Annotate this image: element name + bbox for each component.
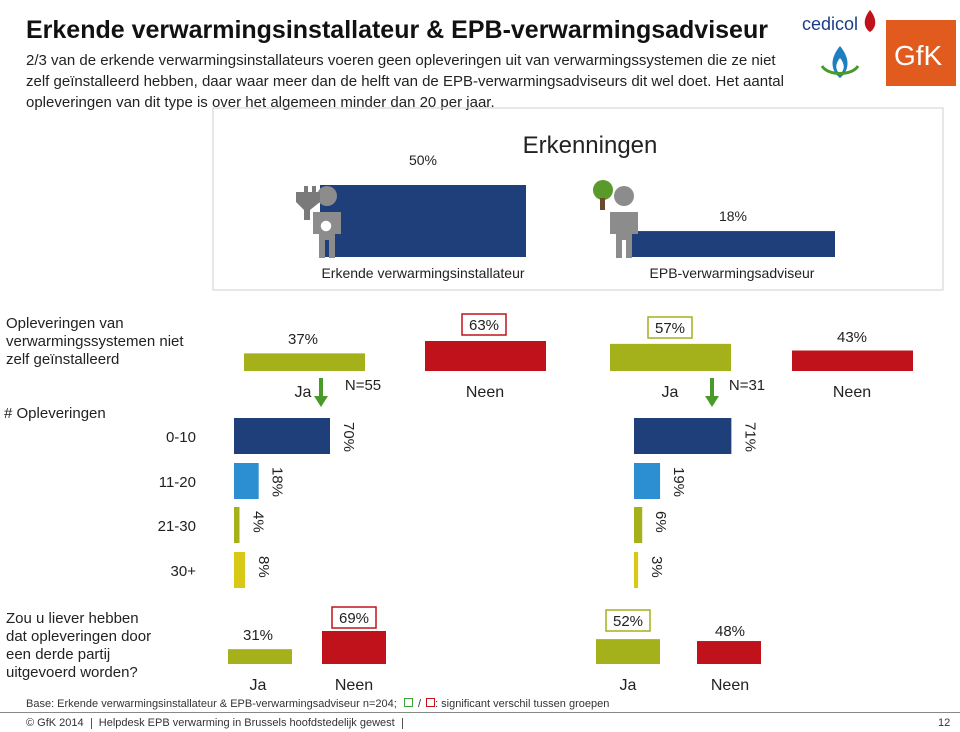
oplevering-neen-value: 63% — [468, 317, 500, 334]
aantal-bar — [634, 418, 731, 454]
oplevering-ja-label: Ja — [661, 384, 679, 401]
aantal-bar — [234, 463, 259, 499]
page-title: Erkende verwarmingsinstallateur & EPB-verwarmingsadviseur — [26, 16, 768, 44]
row-label-derde-partij: Zou u liever hebben — [6, 610, 139, 627]
aantal-value-label: 3% — [648, 556, 666, 578]
footer-bar — [402, 718, 403, 729]
oplevering-ja-label: Ja — [294, 384, 312, 401]
row-label-opleveringen: verwarmingssystemen niet — [6, 333, 184, 350]
oplevering-neen-bar — [792, 351, 913, 371]
derde-partij-neen-label: Neen — [710, 677, 750, 694]
gfk-logo — [886, 20, 956, 86]
aantal-category-label: 11-20 — [158, 474, 196, 491]
aantal-value-label: 70% — [340, 422, 357, 453]
oplevering-ja-value: 57% — [654, 320, 686, 337]
aantal-value-label: 6% — [652, 511, 670, 533]
sig-up-box — [404, 698, 413, 707]
adviser-person-icon-head — [614, 186, 634, 206]
cedicol-logo — [800, 6, 880, 86]
aantal-value-label: 4% — [249, 511, 267, 533]
footnote-sig: : significant verschil tussen groepen — [435, 698, 610, 710]
erkenning-bar — [629, 231, 835, 257]
footer-divider — [0, 712, 960, 713]
oplevering-neen-label: Neen — [465, 384, 505, 401]
erkenning-bar — [320, 185, 526, 257]
erkenning-category-label: Erkende verwarmingsinstallateur — [321, 265, 525, 281]
row-label-aantal: # Opleveringen — [4, 405, 106, 422]
aantal-value-label: 8% — [254, 556, 272, 578]
aantal-bar — [634, 507, 642, 543]
oplevering-ja-value: 37% — [287, 331, 319, 348]
page-subtitle: 2/3 van de erkende verwarmingsinstallateurs voeren geen opleveringen uit van verwarmingssystemen die ze niet zelf geïnstalleerd hebben, daar waar meer dan de helft van de EPB-verwarmingsadviseurs dit wel doet. Het aantal opleveringen van dit type is over het algemeen minder dan 20 per jaar. — [26, 52, 784, 111]
erkenning-category-label: EPB-verwarmingsadviseur — [649, 265, 815, 281]
row-label-derde-partij: een derde partij — [6, 646, 111, 663]
footer-source: Helpdesk EPB verwarming in Brussels hoofdstedelijk gewest — [98, 717, 395, 729]
derde-partij-ja-value: 52% — [612, 613, 644, 630]
footer — [26, 717, 407, 729]
page-number: 12 — [938, 717, 951, 729]
row-label-derde-partij: uitgevoerd worden? — [6, 664, 138, 681]
tree-trunk-icon — [600, 198, 605, 210]
drilldown-arrow-head — [314, 396, 328, 407]
row-label-opleveringen: Opleveringen van — [6, 315, 124, 332]
medal-icon — [320, 220, 332, 232]
derde-partij-ja-bar — [228, 649, 292, 664]
erkenning-value-label: 18% — [718, 208, 748, 225]
derde-partij-neen-label: Neen — [334, 677, 374, 694]
aantal-category-label: 0-10 — [165, 429, 196, 446]
derde-partij-neen-value: 69% — [338, 610, 370, 627]
aantal-bar — [234, 552, 245, 588]
footnote-separator: / — [417, 698, 421, 710]
aantal-value-label: 71% — [741, 422, 759, 453]
aantal-category-label: 21-30 — [157, 518, 196, 535]
cedicol-logo-text: cedicol — [802, 14, 859, 34]
gfk-logo-text: GfK — [894, 40, 943, 71]
footnote — [26, 698, 609, 710]
row-label-opleveringen: zelf geïnstalleerd — [6, 351, 120, 368]
footnote-base: Base: Erkende verwarmingsinstallateur & EPB-verwarmingsadviseur n=204; — [26, 698, 397, 710]
aantal-value-label: 19% — [670, 467, 688, 498]
row-label-derde-partij: dat opleveringen door — [6, 628, 152, 645]
drilldown-arrow-head — [705, 396, 719, 407]
oplevering-ja-bar — [610, 344, 731, 371]
aantal-bar — [234, 418, 330, 454]
tree-icon — [593, 180, 613, 200]
derde-partij-ja-bar — [596, 639, 660, 664]
sample-size-label: N=55 — [344, 377, 382, 394]
derde-partij-neen-value: 48% — [714, 623, 746, 640]
derde-partij-neen-bar — [697, 641, 761, 664]
oplevering-neen-value: 43% — [836, 329, 868, 346]
erkenningen-title: Erkenningen — [522, 132, 658, 159]
derde-partij-ja-label: Ja — [619, 677, 637, 694]
aantal-category-label: 30+ — [170, 563, 196, 580]
oplevering-neen-bar — [425, 341, 546, 371]
derde-partij-neen-bar — [322, 631, 386, 664]
footer-copyright: © GfK 2014 — [26, 717, 84, 729]
aantal-bar — [634, 552, 638, 588]
sig-down-box — [426, 698, 435, 707]
aantal-bar — [634, 463, 660, 499]
oplevering-ja-bar — [244, 353, 365, 371]
footer-bar — [91, 718, 92, 729]
sample-size-label: N=31 — [728, 377, 766, 394]
derde-partij-ja-value: 31% — [242, 627, 274, 644]
aantal-value-label: 18% — [268, 467, 286, 498]
aantal-bar — [234, 507, 239, 543]
oplevering-neen-label: Neen — [832, 384, 872, 401]
derde-partij-ja-label: Ja — [249, 677, 267, 694]
erkenning-value-label: 50% — [408, 152, 438, 168]
